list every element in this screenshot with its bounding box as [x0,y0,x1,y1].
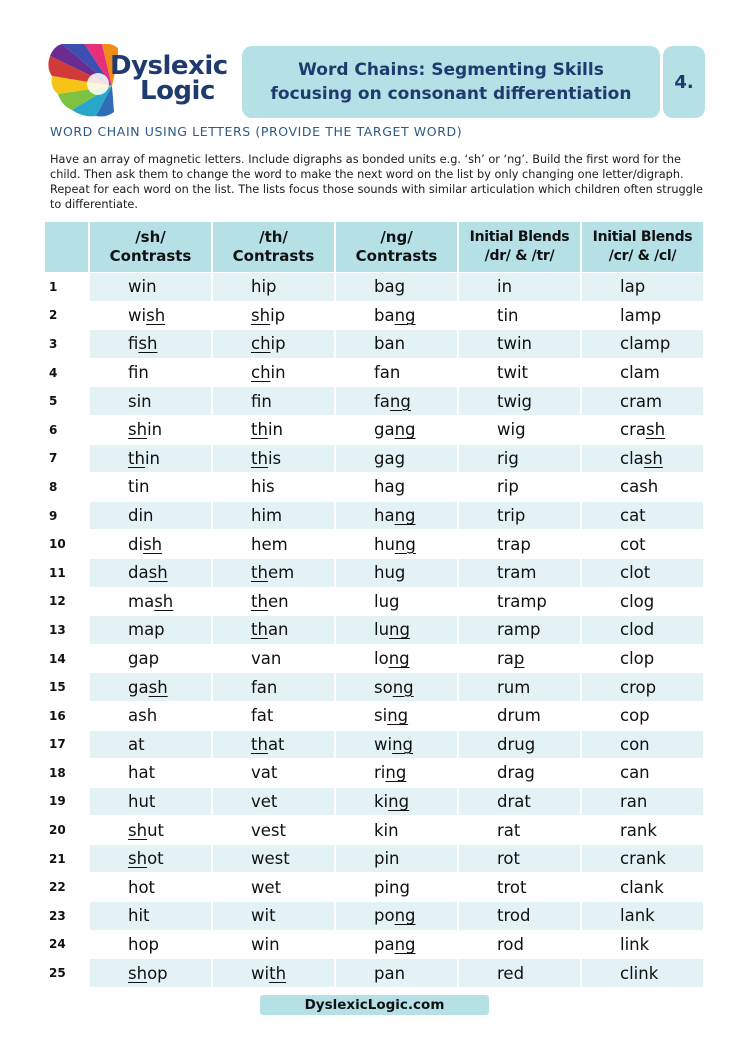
word-cell: wig [459,415,582,444]
word-cell: shop [90,958,213,987]
word-cell: rod [459,930,582,959]
row-number: 2 [45,301,90,330]
word-cell: hung [336,529,459,558]
underlined-grapheme: sh [128,849,148,869]
brand-name-line1: Dyslexic [110,51,228,81]
word-cell: hop [90,930,213,959]
word-cell: fang [336,386,459,415]
word-cell: pin [336,844,459,873]
word-cell: at [90,730,213,759]
word-cell: crash [582,415,705,444]
word-cell: mash [90,587,213,616]
word-cell: clank [582,872,705,901]
word-cell: crank [582,844,705,873]
table-row [45,844,705,873]
footer-website: DyslexicLogic.com [260,995,489,1015]
word-cell: shut [90,815,213,844]
word-cell: them [213,558,336,587]
underlined-grapheme: th [128,448,145,468]
table-row [45,958,705,987]
brand-name [110,51,228,106]
underlined-grapheme: ng [392,734,414,754]
word-cell: wish [90,301,213,330]
row-number: 6 [45,415,90,444]
underlined-grapheme: th [251,591,268,611]
word-cell: lap [582,272,705,301]
word-cell: clot [582,558,705,587]
word-cell: hit [90,901,213,930]
brand-name-line2: Logic [140,76,215,106]
table-row [45,901,705,930]
row-number: 25 [45,958,90,987]
word-cell: din [90,501,213,530]
table-row [45,730,705,759]
word-cell: vet [213,787,336,816]
underlined-grapheme: ch [251,334,271,354]
row-number-header [45,222,90,272]
row-number: 11 [45,558,90,587]
underlined-grapheme: ng [394,534,416,554]
word-cell: lung [336,615,459,644]
word-cell: with [213,958,336,987]
word-cell: crop [582,672,705,701]
word-cell: rig [459,444,582,473]
row-number: 24 [45,930,90,959]
table-row [45,358,705,387]
underlined-grapheme: ng [394,934,416,954]
word-cell: clamp [582,329,705,358]
word-cell: kin [336,815,459,844]
word-cell: hat [90,758,213,787]
word-cell: hem [213,529,336,558]
word-cell: in [459,272,582,301]
word-cell: trot [459,872,582,901]
row-number: 17 [45,730,90,759]
word-cell: fan [336,358,459,387]
page-title [242,46,660,118]
underlined-grapheme: th [269,963,287,983]
underlined-grapheme: ng [388,791,410,811]
word-cell: rot [459,844,582,873]
underlined-grapheme: ng [385,763,407,783]
underlined-grapheme: sh [128,420,148,440]
row-number: 18 [45,758,90,787]
word-cell: than [213,615,336,644]
table-header-row [45,222,705,272]
word-cell: that [213,730,336,759]
underlined-grapheme: ng [394,420,416,440]
word-cell: chip [213,329,336,358]
word-cell: ship [213,301,336,330]
word-cell: vest [213,815,336,844]
word-cell: twit [459,358,582,387]
word-cell: trap [459,529,582,558]
column-header: Initial Blends /cr/ & /cl/ [582,222,705,272]
underlined-grapheme: sh [643,448,663,468]
word-chain-table [45,222,705,987]
table-row [45,558,705,587]
underlined-grapheme: th [251,563,268,583]
word-cell: can [582,758,705,787]
word-cell: song [336,672,459,701]
underlined-grapheme: th [251,620,268,640]
word-cell: drug [459,730,582,759]
underlined-grapheme: sh [154,591,174,611]
underlined-grapheme: th [251,420,268,440]
word-cell: dash [90,558,213,587]
underlined-grapheme: sh [143,534,163,554]
word-cell: fan [213,672,336,701]
word-cell: cash [582,472,705,501]
section-subheading: WORD CHAIN USING LETTERS (PROVIDE THE TARGET WORD) [50,124,463,139]
word-cell: ping [336,872,459,901]
column-header: Initial Blends /dr/ & /tr/ [459,222,582,272]
underlined-grapheme: ng [389,391,411,411]
word-cell: gash [90,672,213,701]
word-cell: twin [459,329,582,358]
word-cell: then [213,587,336,616]
word-cell: thin [90,444,213,473]
word-cell: fat [213,701,336,730]
table-row [45,472,705,501]
word-cell: long [336,644,459,673]
word-cell: hip [213,272,336,301]
word-cell: ash [90,701,213,730]
underlined-grapheme: ng [387,706,409,726]
page-title-line2: focusing on consonant differentiation [270,84,632,104]
table-row [45,415,705,444]
word-cell: win [213,930,336,959]
row-number: 21 [45,844,90,873]
rainbow-brain-icon [48,44,118,118]
word-cell: ramp [459,615,582,644]
word-cell: cop [582,701,705,730]
table-row [45,644,705,673]
word-cell: win [90,272,213,301]
table-row [45,930,705,959]
underlined-grapheme: ch [251,363,271,383]
table-row [45,872,705,901]
underlined-grapheme: ng [388,649,410,669]
table-row [45,272,705,301]
word-cell: gang [336,415,459,444]
word-cell: drag [459,758,582,787]
row-number: 4 [45,358,90,387]
page-number: 4. [663,46,705,118]
word-cell: shot [90,844,213,873]
row-number: 23 [45,901,90,930]
row-number: 10 [45,529,90,558]
table-row [45,501,705,530]
table-row [45,587,705,616]
word-cell: gag [336,444,459,473]
instructions-paragraph: Have an array of magnetic letters. Include digraphs as bonded units e.g. ‘sh’ or ‘ng’. Build the first word for the child. Then ask them to change the word to make the next word on the list by only changing one letter/digraph. Repeat for each word on the list. The lists focus those sounds with similar articulation which children often struggle to differentiate. [50,153,703,211]
word-cell: twig [459,386,582,415]
word-cell: dish [90,529,213,558]
underlined-grapheme: p [513,649,525,669]
word-cell: tram [459,558,582,587]
word-cell: vat [213,758,336,787]
table-row [45,815,705,844]
word-cell: wet [213,872,336,901]
word-cell: ring [336,758,459,787]
row-number: 20 [45,815,90,844]
underlined-grapheme: sh [128,820,148,840]
word-cell: king [336,787,459,816]
table-row [45,758,705,787]
word-cell: gap [90,644,213,673]
word-cell: hot [90,872,213,901]
word-cell: shin [90,415,213,444]
word-cell: drat [459,787,582,816]
word-cell: rip [459,472,582,501]
word-cell: cram [582,386,705,415]
underlined-grapheme: sh [148,563,168,583]
word-cell: chin [213,358,336,387]
word-cell: con [582,730,705,759]
underlined-grapheme: th [251,734,268,754]
table-row [45,701,705,730]
word-cell: rum [459,672,582,701]
row-number: 7 [45,444,90,473]
word-rows [45,272,705,987]
underlined-grapheme: ng [394,506,416,526]
row-number: 22 [45,872,90,901]
word-cell: sin [90,386,213,415]
row-number: 9 [45,501,90,530]
underlined-grapheme: sh [146,305,166,325]
row-number: 3 [45,329,90,358]
word-cell: tramp [459,587,582,616]
table-row [45,444,705,473]
word-cell: clink [582,958,705,987]
word-cell: tin [90,472,213,501]
word-cell: drum [459,701,582,730]
word-cell: this [213,444,336,473]
row-number: 13 [45,615,90,644]
word-cell: fish [90,329,213,358]
underlined-grapheme: sh [148,677,168,697]
word-cell: cat [582,501,705,530]
row-number: 16 [45,701,90,730]
table-row [45,301,705,330]
underlined-grapheme: ng [394,305,416,325]
word-cell: fin [90,358,213,387]
underlined-grapheme: ng [392,677,414,697]
word-cell: hug [336,558,459,587]
table-row [45,386,705,415]
table-row [45,329,705,358]
word-cell: trod [459,901,582,930]
underlined-grapheme: ng [394,906,416,926]
word-cell: link [582,930,705,959]
word-cell: wing [336,730,459,759]
word-cell: ran [582,787,705,816]
underlined-grapheme: sh [138,334,158,354]
page-title-line1: Word Chains: Segmenting Skills [298,60,604,80]
row-number: 8 [45,472,90,501]
word-cell: hang [336,501,459,530]
word-cell: rank [582,815,705,844]
table-row [45,787,705,816]
underlined-grapheme: th [251,448,268,468]
table-row [45,615,705,644]
table-row [45,529,705,558]
column-header: /ng/ Contrasts [336,222,459,272]
row-number: 1 [45,272,90,301]
underlined-grapheme: sh [128,963,148,983]
word-cell: clop [582,644,705,673]
column-header: /th/ Contrasts [213,222,336,272]
underlined-grapheme: sh [645,420,666,440]
word-cell: sing [336,701,459,730]
word-cell: his [213,472,336,501]
brand-logo [48,44,238,118]
word-cell: clash [582,444,705,473]
column-header: /sh/ Contrasts [90,222,213,272]
word-cell: lamp [582,301,705,330]
word-cell: hut [90,787,213,816]
row-number: 15 [45,672,90,701]
underlined-grapheme: sh [251,305,271,325]
word-cell: rat [459,815,582,844]
word-cell: thin [213,415,336,444]
word-cell: wit [213,901,336,930]
word-cell: tin [459,301,582,330]
word-cell: bag [336,272,459,301]
word-cell: hag [336,472,459,501]
word-cell: clog [582,587,705,616]
row-number: 19 [45,787,90,816]
word-cell: van [213,644,336,673]
row-number: 5 [45,386,90,415]
table-row [45,672,705,701]
word-cell: clod [582,615,705,644]
word-cell: map [90,615,213,644]
word-cell: bang [336,301,459,330]
word-cell: pang [336,930,459,959]
word-cell: ban [336,329,459,358]
word-cell: lank [582,901,705,930]
underlined-grapheme: ng [389,620,410,640]
word-cell: west [213,844,336,873]
word-cell: trip [459,501,582,530]
row-number: 14 [45,644,90,673]
word-cell: cot [582,529,705,558]
row-number: 12 [45,587,90,616]
word-cell: rap [459,644,582,673]
word-cell: pong [336,901,459,930]
word-cell: red [459,958,582,987]
word-cell: fin [213,386,336,415]
word-cell: him [213,501,336,530]
word-cell: lug [336,587,459,616]
word-cell: clam [582,358,705,387]
word-cell: pan [336,958,459,987]
